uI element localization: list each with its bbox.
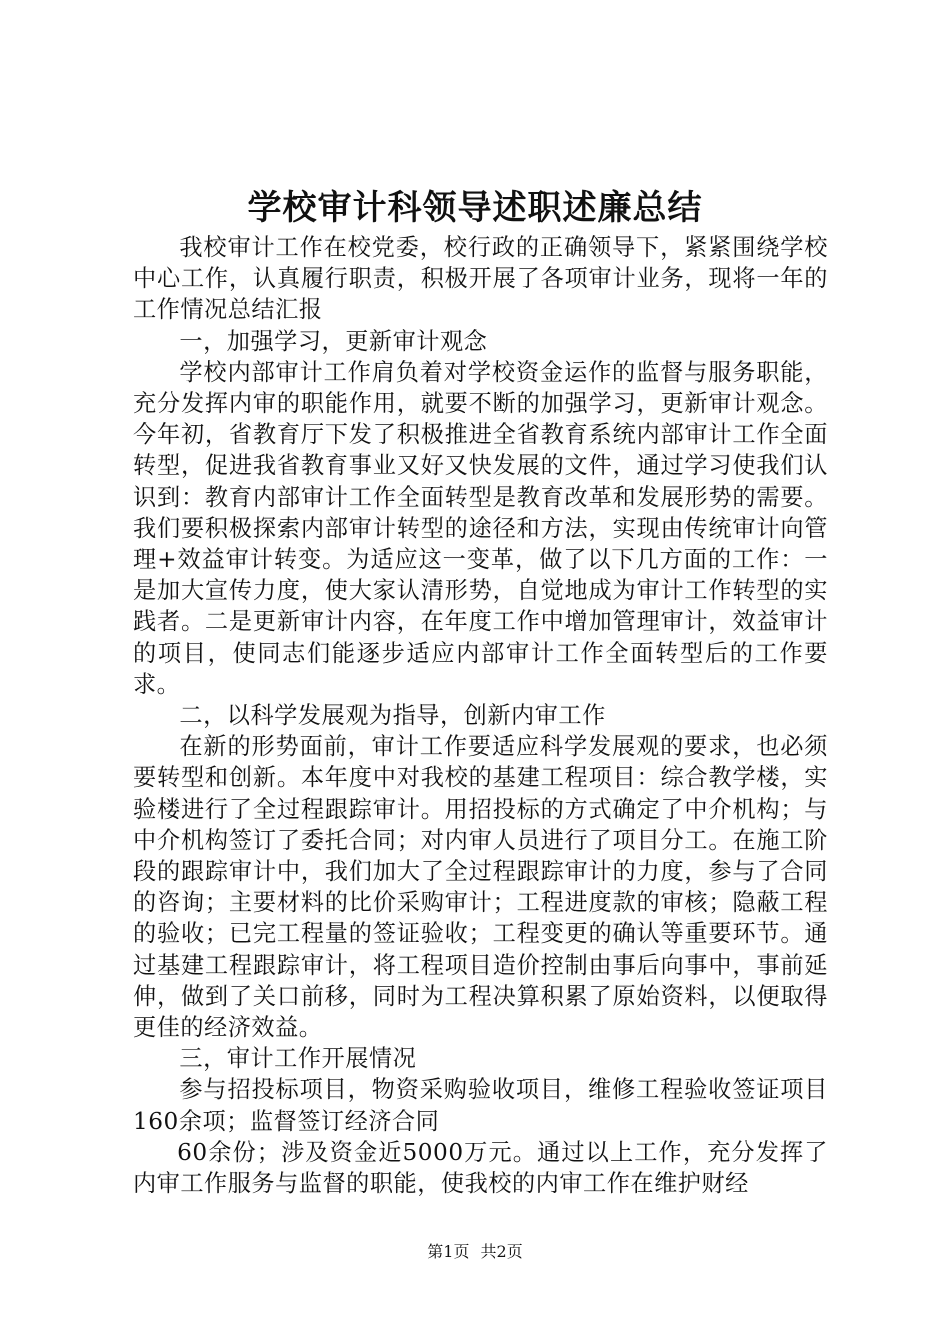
section-heading-3: 三，审计工作开展情况 [179,1045,417,1073]
page-footer [0,1242,950,1262]
section-3-paragraph: 参与招投标项目，物资采购验收项目，维修工程验收签证项目160余项；监督签订经济合同 [133,1076,828,1135]
page-number: 第1页 [427,1242,470,1261]
intro-paragraph: 我校审计工作在校党委，校行政的正确领导下，紧紧围绕学校中心工作，认真履行职责，积极开展了各项审计业务，现将一年的工作情况总结汇报 [133,234,828,324]
section-3-continuation: 60余份；涉及资金近5000万元。通过以上工作，充分发挥了内审工作服务与监督的职能，使我校的内审工作在维护财经 [133,1138,828,1198]
page-total: 共2页 [480,1242,523,1261]
section-heading-1: 一，加强学习，更新审计观念 [179,327,488,355]
document-title: 学校审计科领导述职述廉总结 [247,188,703,228]
section-2-paragraph: 在新的形势面前，审计工作要适应科学发展观的要求，也必须要转型和创新。本年度中对我校的基建工程项目：综合教学楼，实验楼进行了全过程跟踪审计。用招投标的方式确定了中介机构；与中介机构签订了委托合同；对内审人员进行了项目分工。在施工阶段的跟踪审计中，我们加大了全过程跟踪审计的力度，参与了合同的咨询；主要材料的比价采购审计；工程进度款的审核；隐蔽工程的验收；已完工程量的签证验收；工程变更的确认等重要环节。通过基建工程跟踪审计，将工程项目造价控制由事后向事中，事前延伸，做到了关口前移，同时为工程决算积累了原始资料，以便取得更佳的经济效益。 [133,733,828,1042]
section-1-paragraph: 学校内部审计工作肩负着对学校资金运作的监督与服务职能，充分发挥内审的职能作用，就要不断的加强学习，更新审计观念。今年初，省教育厅下发了积极推进全省教育系统内部审计工作全面转型，促进我省教育事业又好又快发展的文件，通过学习使我们认识到：教育内部审计工作全面转型是教育改革和发展形势的需要。我们要积极探索内部审计转型的途径和方法，实现由传统审计向管理+效益审计转变。为适应这一变革，做了以下几方面的工作：一是加大宣传力度，使大家认清形势，自觉地成为审计工作转型的实践者。二是更新审计内容，在年度工作中增加管理审计，效益审计的项目，使同志们能逐步适应内部审计工作全面转型后的工作要求。 [133,358,828,698]
document-body [133,232,828,1199]
section-heading-2: 二，以科学发展观为指导，创新内审工作 [179,702,606,730]
